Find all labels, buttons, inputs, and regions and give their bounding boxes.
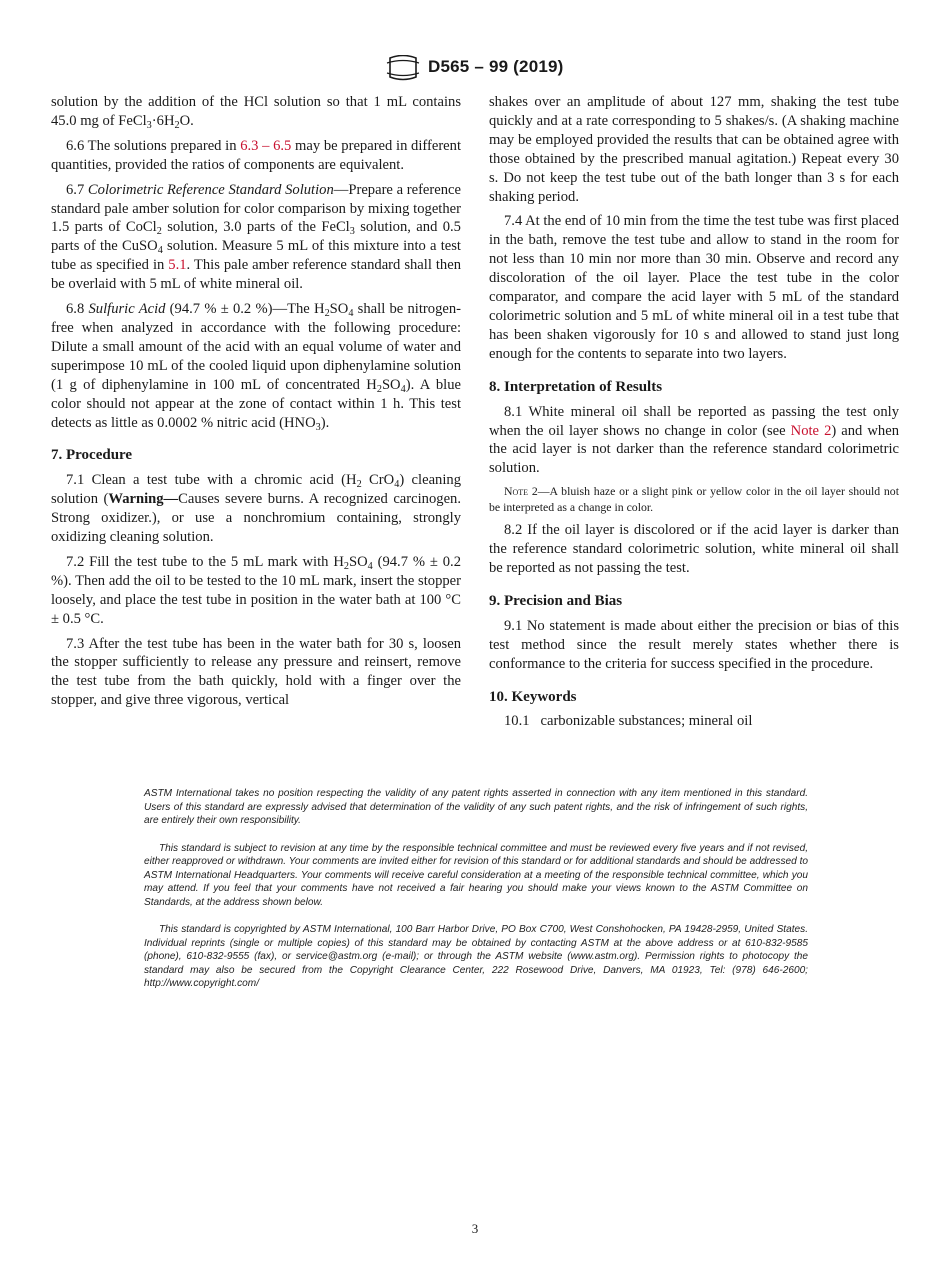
footer-copyright-notice: This standard is copyrighted by ASTM International, 100 Barr Harbor Drive, PO Box C700, West Conshohocken, PA 19428-2959, United States. Individual reprints (single or multiple copies) of this standard may be obtained by contacting ASTM at the above address or at 610-832-9585 (phone), 610-832-9555 (fax), or service@astm.org (e-mail); or through the ASTM website (www.astm.org). Permission rights to photocopy the standard may also be secured from the Copyright Clearance Center, 222 Rosewood Drive, Danvers, MA 01923, Tel: (978) 646-2600; http://www.copyright.com/ (144, 924, 808, 989)
paragraph-9-1: 9.1 No statement is made about either the precision or bias of this test method since the result merely states whether there is conformance to the criteria for success specified in the procedure. (489, 617, 899, 672)
paragraph-7-2: 7.2 Fill the test tube to the 5 mL mark with $H_2SO_4$ (94.7 % ± 0.2 %). Then add the oil to be tested to the 10 mL mark, insert the stopper loosely, and place the test tube in position in the water bath at 100 °C ± 0.5 °C. (51, 553, 461, 627)
paragraph-10-1: 10.1 carbonizable substances; mineral oil (504, 713, 753, 730)
page-header (0, 55, 950, 85)
astm-logo-icon (386, 55, 420, 81)
section-heading-procedure: 7. Procedure (51, 447, 133, 464)
paragraph-8-1: 8.1 White mineral oil shall be reported as passing the test only when the oil layer shows no change in color (see Note 2) and when the acid layer is not darker than the reference standard colorimetric solution. (489, 403, 899, 477)
section-heading-precision: 9. Precision and Bias (489, 592, 623, 609)
paragraph-8-2: 8.2 If the oil layer is discolored or if the acid layer is darker than the reference standard colorimetric solution, white mineral oil shall be reported as not passing the test. (489, 522, 899, 577)
paragraph-6-7: 6.7 Colorimetric Reference Standard Solution—Prepare a reference standard pale amber solution for color comparison by mixing together 1.5 parts of CoCl$_2$ solution, 3.0 parts of the FeCl$_3$ solution, and 0.5 parts of the CuSO$_4$ solution. Measure 5 mL of this mixture into a test tube as specified in 5.1. This pale amber reference standard shall then be overlaid with 5 mL of white mineral oil. (51, 181, 462, 293)
paragraph-6-6: 6.6 The solutions prepared in 6.3 – 6.5 may be prepared in different quantities, provided the ratios of components are equivalent. (51, 137, 462, 173)
doc-designation: D565 – 99 (2019) (428, 57, 564, 76)
paragraph-7-3: 7.3 After the test tube has been in the water bath for 30 s, loosen the stopper sufficiently to release any pressure and reinsert, remove the test tube from the bath quickly, hold with a finger over the stopper, and give three vigorous, vertical (51, 635, 461, 709)
section-link[interactable]: 6.3 – 6.5 (240, 137, 292, 154)
paragraph-6-8: 6.8 Sulfuric Acid (94.7 % ± 0.2 %)—The $H_2SO_4$ shall be nitrogen-free when analyzed in accordance with the following procedure: Dilute a small amount of the acid with an equal volume of water and superimpose 10 mL of the cooled liquid upon diphenylamine solution (1 g of diphenylamine in 100 mL of concentrated $H_2SO_4$). A blue color should not appear at the zone of contact within 1 h. This test detects as little as 0.0002 % nitric acid $(HNO_3)$. (51, 301, 462, 433)
footer-notices (144, 787, 808, 1005)
section-heading-keywords: 10. Keywords (489, 688, 577, 705)
section-heading-interpretation: 8. Interpretation of Results (489, 378, 663, 395)
section-link[interactable]: 5.1 (168, 257, 187, 274)
left-column (51, 93, 461, 716)
paragraph-7-1: 7.1 Clean a test tube with a chromic acid ($H_2$ CrO$_4$) cleaning solution (Warning—Causes severe burns. A recognized carcinogen. Strong oxidizer.), or use a nonchromium containing, strongly oxidizing cleaning solution. (51, 472, 461, 546)
page-number: 3 (471, 1221, 479, 1236)
note-2: Note 2—A bluish haze or a slight pink or yellow color in the oil layer should not be interpreted as a change in color. (489, 484, 899, 514)
paragraph-7-4: 7.4 At the end of 10 min from the time the test tube was first placed in the bath, remove the test tube and allow to stand in the room for not less than 10 min nor more than 30 min. Observe and record any discoloration of the oil layer. Place the test tube in the color comparator, and compare the acid layer with 5 mL of the standard colorimetric solution and 5 mL of white mineral oil in a test tube that has been shaken vigorously for 10 s and allowed to stand just long enough for the contents to separate into two layers. (489, 213, 899, 362)
paragraph-7-3-cont: shakes over an amplitude of about 127 mm, shaking the test tube quickly and at a rate corresponding to 5 shakes/s. (A shaking machine may be employed provided the results that can be obtained agree with those obtained by the prescribed manual agitation.) Repeat every 30 s. Do not keep the test tube out of the bath longer than 3 s for each shaking period. (489, 94, 899, 205)
right-column (489, 93, 899, 737)
note-link[interactable]: Note 2 (790, 422, 832, 439)
paragraph-6-5-cont: solution by the addition of the HCl solution so that 1 mL contains 45.0 mg of $FeCl_3\cdot 6H_2O$. (51, 94, 461, 131)
footer-revision-notice: This standard is subject to revision at any time by the responsible technical committee and must be reviewed every five years and if not revised, either reapproved or withdrawn. Your comments are invited either for revision of this standard or for additional standards and should be addressed to ASTM International Headquarters. Your comments will receive careful consideration at a meeting of the responsible technical committee, which you may attend. If you feel that your comments have not received a fair hearing you should make your views known to the ASTM Committee on Standards, at the address shown below. (144, 842, 808, 908)
footer-patent-notice: ASTM International takes no position respecting the validity of any patent rights asserted in connection with any item mentioned in this standard. Users of this standard are expressly advised that determination of the validity of any such patent rights, and the risk of infringement of such rights, are entirely their own responsibility. (144, 788, 808, 826)
